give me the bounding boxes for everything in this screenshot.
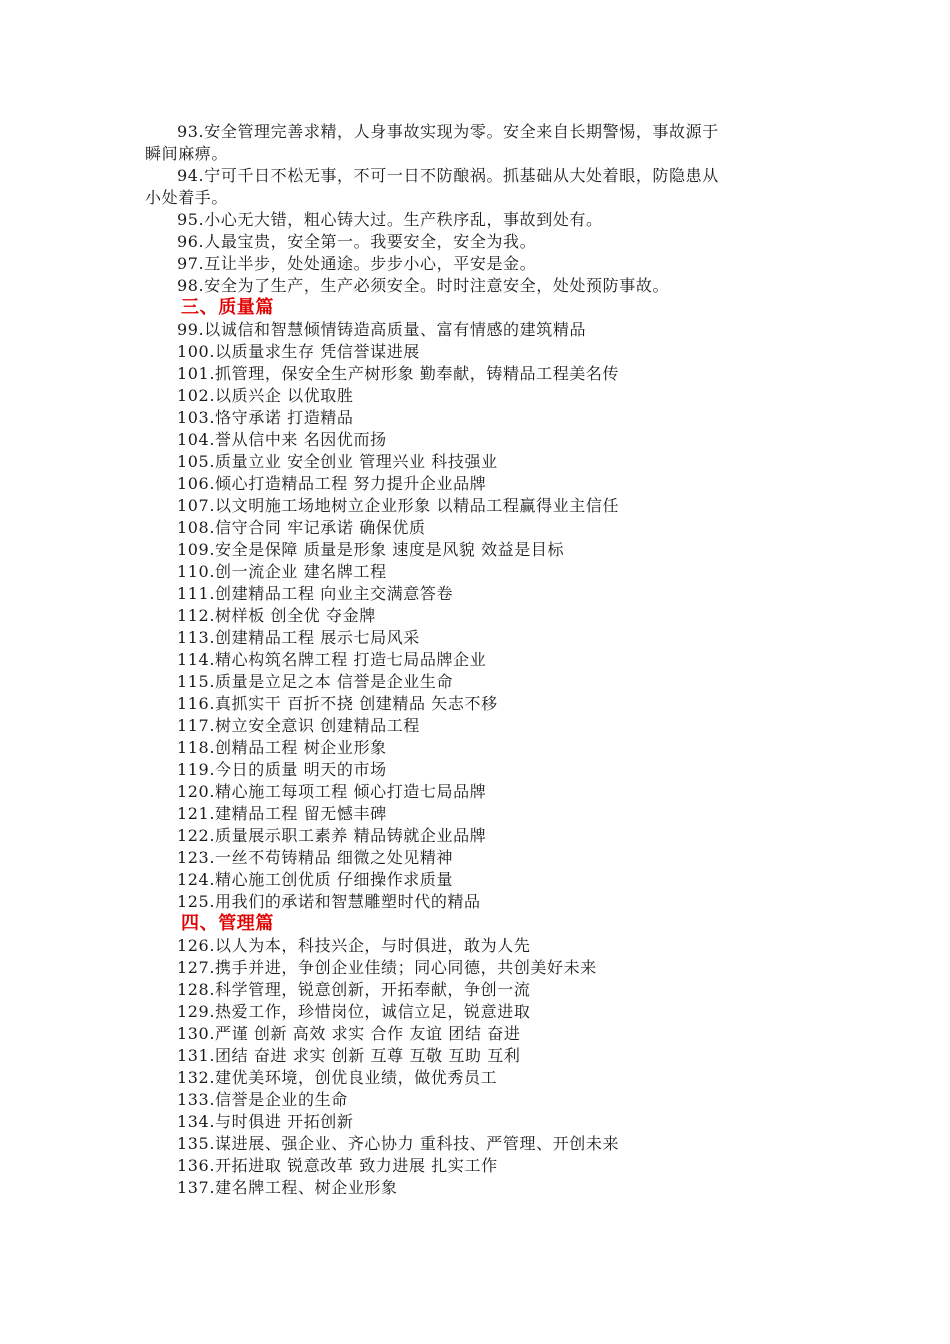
list-item: 115.质量是立足之本 信誉是企业生命 xyxy=(177,672,454,691)
list-item: 114.精心构筑名牌工程 打造七局品牌企业 xyxy=(177,650,487,669)
list-item-94: 94.宁可千日不松无事，不可一日不防酿祸。抓基础从大处着眼，防隐患从 xyxy=(177,166,719,185)
list-item: 122.质量展示职工素养 精品铸就企业品牌 xyxy=(177,826,487,845)
list-item: 111.创建精品工程 向业主交满意答卷 xyxy=(177,584,454,603)
list-item: 100.以质量求生存 凭信誉谋进展 xyxy=(177,342,420,361)
list-item: 124.精心施工创优质 仔细操作求质量 xyxy=(177,870,454,889)
list-item: 117.树立安全意识 创建精品工程 xyxy=(177,716,420,735)
list-item: 127.携手并进，争创企业佳绩；同心同德，共创美好未来 xyxy=(177,958,597,977)
management-list xyxy=(145,935,810,1199)
list-item: 99.以诚信和智慧倾情铸造高质量、富有情感的建筑精品 xyxy=(177,320,587,339)
list-item: 120.精心施工每项工程 倾心打造七局品牌 xyxy=(177,782,487,801)
list-item: 134.与时俱进 开拓创新 xyxy=(177,1112,354,1131)
document-page xyxy=(145,121,810,1199)
list-item-93-continuation: 瞬间麻痹。 xyxy=(145,144,229,163)
list-item: 112.树样板 创全优 夺金牌 xyxy=(177,606,376,625)
list-item: 116.真抓实干 百折不挠 创建精品 矢志不移 xyxy=(177,694,498,713)
list-item: 133.信誉是企业的生命 xyxy=(177,1090,348,1109)
list-item: 126.以人为本，科技兴企，与时俱进，敢为人先 xyxy=(177,936,531,955)
list-item: 125.用我们的承诺和智慧雕塑时代的精品 xyxy=(177,892,481,911)
list-item-96: 96.人最宝贵，安全第一。我要安全，安全为我。 xyxy=(177,232,537,251)
list-item: 109.安全是保障 质量是形象 速度是风貌 效益是目标 xyxy=(177,540,565,559)
list-item: 103.恪守承诺 打造精品 xyxy=(177,408,354,427)
list-item-98: 98.安全为了生产，生产必须安全。时时注意安全，处处预防事故。 xyxy=(177,276,670,295)
list-item-97: 97.互让半步，处处通途。步步小心，平安是金。 xyxy=(177,254,537,273)
list-item: 119.今日的质量 明天的市场 xyxy=(177,760,387,779)
list-item: 101.抓管理，保安全生产树形象 勤奉献，铸精品工程美名传 xyxy=(177,364,620,383)
list-item: 105.质量立业 安全创业 管理兴业 科技强业 xyxy=(177,452,498,471)
list-item: 102.以质兴企 以优取胜 xyxy=(177,386,354,405)
list-item: 107.以文明施工场地树立企业形象 以精品工程赢得业主信任 xyxy=(177,496,620,515)
list-item: 121.建精品工程 留无憾丰碑 xyxy=(177,804,387,823)
list-item: 128.科学管理，锐意创新，开拓奉献，争创一流 xyxy=(177,980,531,999)
section-heading-quality: 三、质量篇 xyxy=(181,297,274,318)
list-item: 132.建优美环境，创优良业绩，做优秀员工 xyxy=(177,1068,498,1087)
list-item: 136.开拓进取 锐意改革 致力进展 扎实工作 xyxy=(177,1156,498,1175)
quality-list xyxy=(145,319,810,913)
list-item: 113.创建精品工程 展示七局风采 xyxy=(177,628,420,647)
list-item: 123.一丝不苟铸精品 细微之处见精神 xyxy=(177,848,454,867)
safety-list xyxy=(145,121,810,297)
list-item-93: 93.安全管理完善求精，人身事故实现为零。安全来自长期警惕，事故源于 xyxy=(177,122,719,141)
list-item: 118.创精品工程 树企业形象 xyxy=(177,738,387,757)
list-item: 106.倾心打造精品工程 努力提升企业品牌 xyxy=(177,474,487,493)
list-item: 135.谋进展、强企业、齐心协力 重科技、严管理、开创未来 xyxy=(177,1134,620,1153)
list-item: 129.热爱工作，珍惜岗位，诚信立足，锐意进取 xyxy=(177,1002,531,1021)
section-heading-management: 四、管理篇 xyxy=(181,913,274,934)
list-item: 110.创一流企业 建名牌工程 xyxy=(177,562,387,581)
list-item-94-continuation: 小处着手。 xyxy=(145,188,229,207)
list-item-95: 95.小心无大错，粗心铸大过。生产秩序乱，事故到处有。 xyxy=(177,210,603,229)
list-item: 137.建名牌工程、树企业形象 xyxy=(177,1178,398,1197)
list-item: 104.誉从信中来 名因优而扬 xyxy=(177,430,387,449)
list-item: 108.信守合同 牢记承诺 确保优质 xyxy=(177,518,426,537)
list-item: 131.团结 奋进 求实 创新 互尊 互敬 互助 互利 xyxy=(177,1046,521,1065)
list-item: 130.严谨 创新 高效 求实 合作 友谊 团结 奋进 xyxy=(177,1024,521,1043)
